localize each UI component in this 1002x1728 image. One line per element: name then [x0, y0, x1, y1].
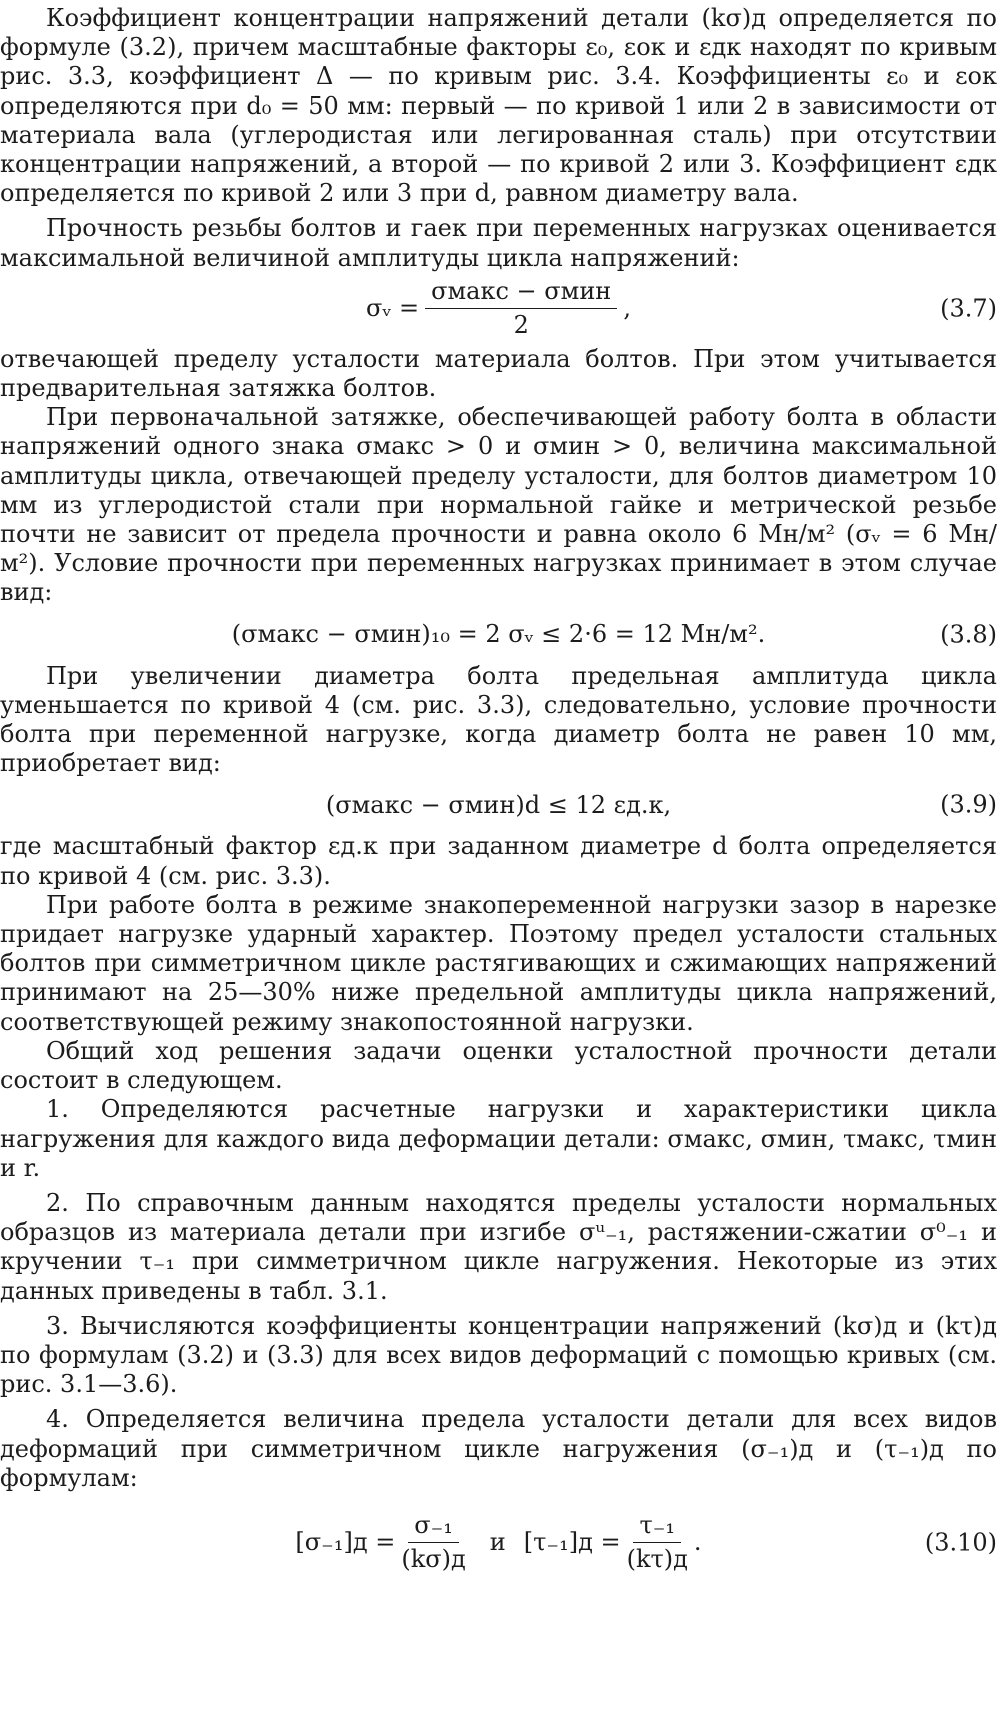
paragraph-6: где масштабный фактор εд.к при заданном диаметре d болта определяется по кривой 4 (см. рис. 3.3). [0, 832, 997, 890]
equation-3-9 [0, 778, 997, 832]
eq310-tail: . [693, 1528, 702, 1557]
eq37-lhs: σᵥ = [366, 294, 420, 323]
eq310-fraction-1 [401, 1511, 465, 1574]
eq37-numerator: σмакс − σмин [425, 277, 617, 309]
paragraph-2: Прочность резьбы болтов и гаек при переменных нагрузках оценивается максимальной величиной амплитуды цикла напряжений: [0, 214, 997, 272]
paragraph-1: Коэффициент концентрации напряжений детали (kσ)д определяется по формуле (3.2), причем масштабные факторы ε₀, εок и εдк находят по кривым рис. 3.3, коэффициент Δ — по кривым рис. 3.4. Коэффициенты ε₀ и εок определяются при d₀ = 50 мм: первый — по кривой 1 или 2 в зависимости от материала вала (углеродистая или легированная сталь) при отсутствии концентрации напряжений, а второй — по кривой 2 или 3. Коэффициент εдк определяется по кривой 2 или 3 при d, равном диаметру вала. [0, 4, 997, 208]
eq310-number: (3.10) [924, 1528, 997, 1557]
paragraph-4: При первоначальной затяжке, обеспечивающей работу болта в области напряжений одного знака σмакс > 0 и σмин > 0, величина максимальной амплитуды цикла, отвечающей пределу усталости, для болтов диаметром 10 мм из углеродистой стали при нормальной гайке и метрической резьбе почти не зависит от предела прочности и равна около 6 Мн/м² (σᵥ = 6 Мн/м²). Условие прочности при переменных нагрузках принимает в этом случае вид: [0, 403, 997, 607]
paragraph-11: 3. Вычисляются коэффициенты концентрации напряжений (kσ)д и (kτ)д по формулам (3.2) и (3.3) для всех видов деформаций с помощью кривых (см. рис. 3.1—3.6). [0, 1311, 997, 1399]
equation-3-8 [0, 608, 997, 662]
eq310-lhs-2: [τ₋₁]д = [523, 1528, 621, 1557]
equation-3-7 [0, 273, 997, 345]
eq310-numerator-1: σ₋₁ [408, 1511, 459, 1543]
eq310-conjunction: и [489, 1528, 506, 1557]
eq39-formula: (σмакс − σмин)d ≤ 12 εд.к, [325, 790, 672, 819]
eq310-denominator-1: (kσ)д [401, 1545, 466, 1574]
eq37-tail: , [623, 294, 631, 323]
eq310-denominator-2: (kτ)д [626, 1545, 688, 1574]
eq38-formula: (σмакс − σмин)₁₀ = 2 σᵥ ≤ 2·6 = 12 Мн/м². [231, 620, 766, 649]
paragraph-3: отвечающей пределу усталости материала болтов. При этом учитывается предварительная затяжка болтов. [0, 344, 997, 403]
text-body [0, 4, 997, 1593]
eq37-number: (3.7) [940, 294, 997, 323]
eq310-fraction-2 [627, 1511, 688, 1574]
eq38-number: (3.8) [940, 620, 997, 649]
eq310-numerator-2: τ₋₁ [633, 1511, 681, 1543]
paragraph-8: Общий ход решения задачи оценки усталостной прочности детали состоит в следующем. [0, 1036, 997, 1095]
eq39-number: (3.9) [940, 790, 997, 819]
paragraph-10: 2. По справочным данным находятся пределы усталости нормальных образцов из материала детали при изгибе σᵘ₋₁, растяжении-сжатии σ⁰₋₁ и кручении τ₋₁ при симметричном цикле нагружения. Некоторые из этих данных приведены в табл. 3.1. [0, 1188, 997, 1305]
eq310-lhs-1: [σ₋₁]д = [295, 1528, 396, 1557]
eq37-denominator: 2 [513, 311, 529, 340]
paragraph-7: При работе болта в режиме знакопеременной нагрузки зазор в нарезке придает нагрузке ударный характер. Поэтому предел усталости стальных болтов при симметричном цикле растягивающих и сжимающих напряжений принимают на 25—30% ниже предельной амплитуды цикла напряжений, соответствующей режиму знакопостоянной нагрузки. [0, 890, 997, 1036]
paragraph-12: 4. Определяется величина предела усталости детали для всех видов деформаций при симметричном цикле нагружения (σ₋₁)д и (τ₋₁)д по формулам: [0, 1405, 997, 1492]
equation-3-10 [0, 1493, 997, 1593]
paragraph-9: 1. Определяются расчетные нагрузки и характеристики цикла нагружения для каждого вида деформации детали: σмакс, σмин, τмакс, τмин и r. [0, 1095, 997, 1182]
eq37-fraction [425, 277, 617, 340]
paragraph-5: При увеличении диаметра болта предельная амплитуда цикла уменьшается по кривой 4 (см. рис. 3.3), следовательно, условие прочности болта при переменной нагрузке, когда диаметр болта не равен 10 мм, приобретает вид: [0, 661, 997, 778]
